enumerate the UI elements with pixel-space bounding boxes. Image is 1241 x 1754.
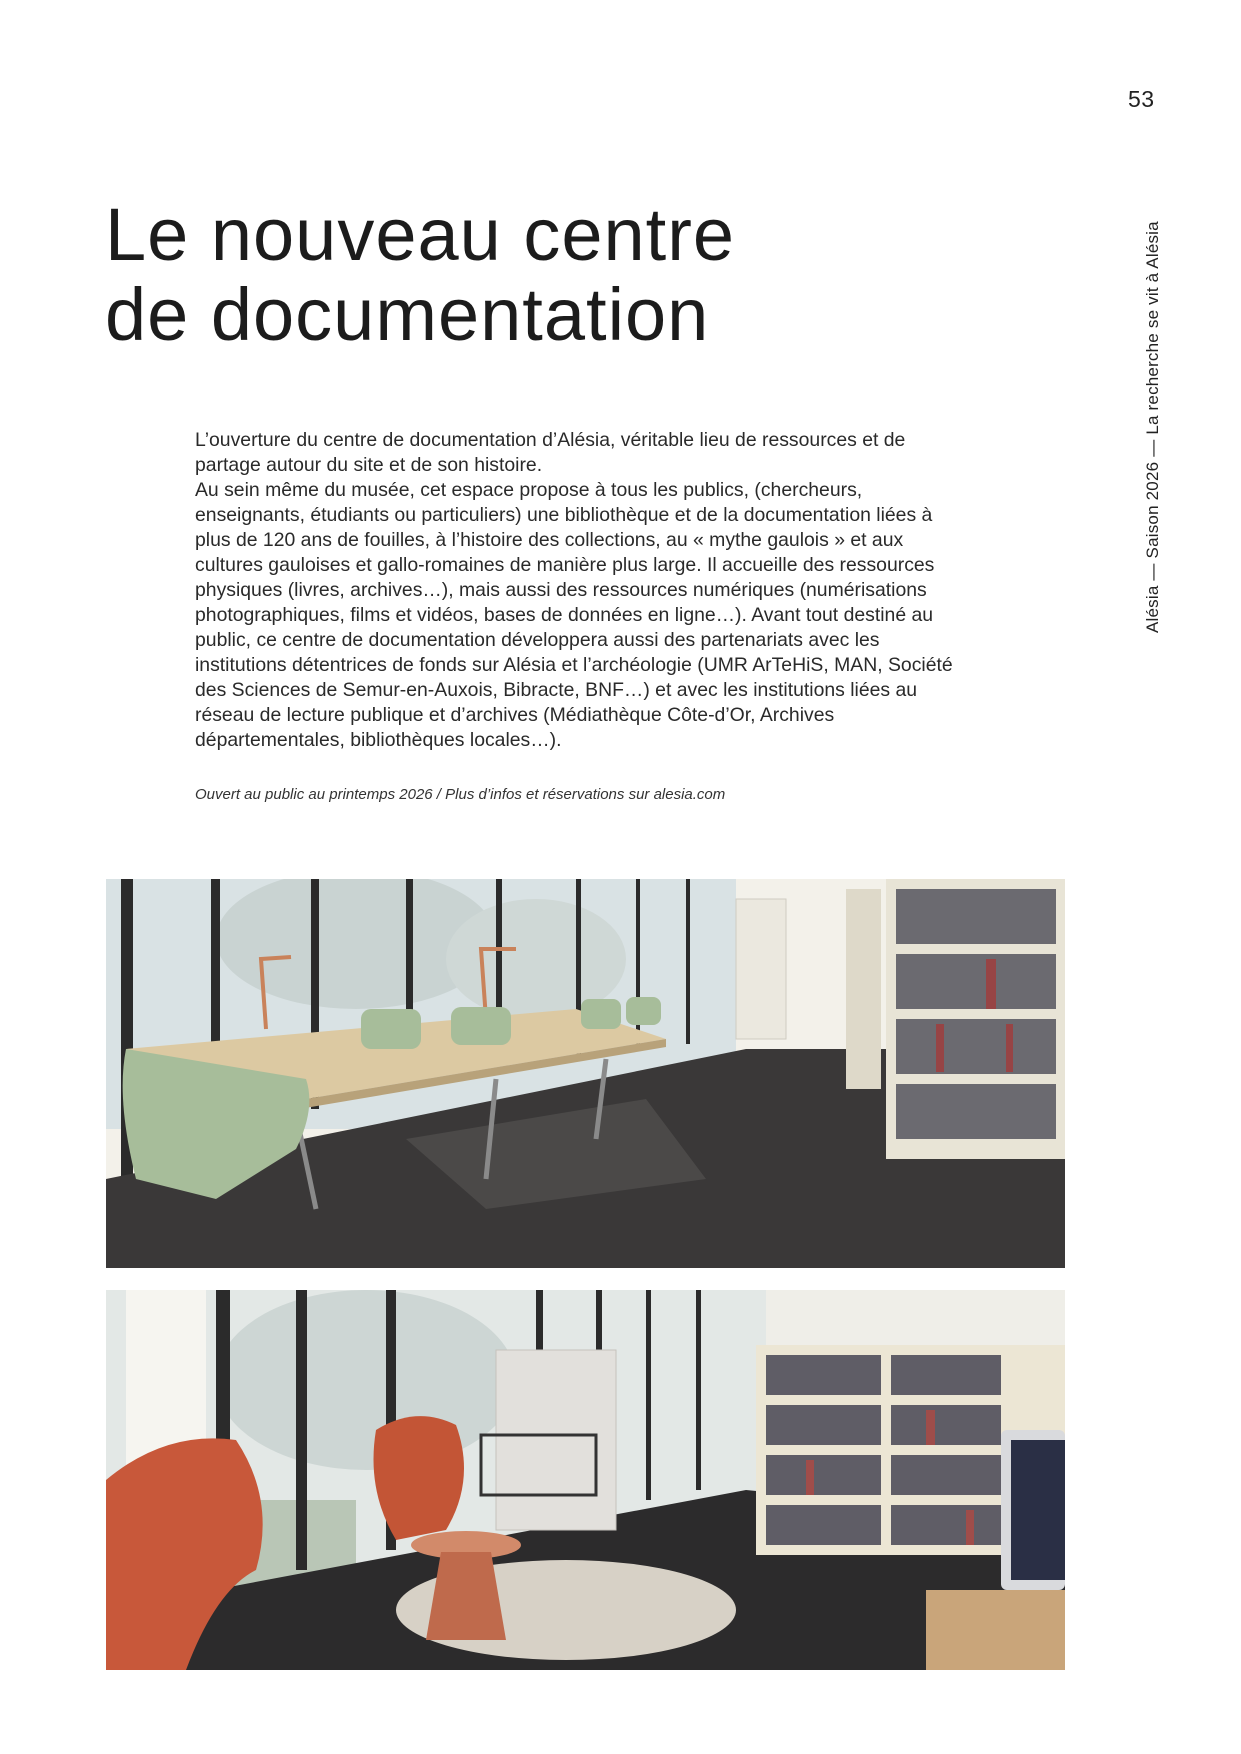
page-title (105, 195, 1005, 355)
opening-caption: Ouvert au public au printemps 2026 / Plus d’infos et réservations sur alesia.com (195, 786, 726, 803)
article-body (195, 428, 955, 753)
title-line-1: Le nouveau centre (105, 193, 736, 276)
intro-paragraph: L’ouverture du centre de documentation d’Alésia, véritable lieu de ressources et de partage autour du site et de son histoire. (195, 429, 906, 476)
description-paragraph: Au sein même du musée, cet espace propose à tous les publics, (chercheurs, enseignants, étudiants ou particuliers) une bibliothèque et de la documentation liées à plus de 120 ans de fouilles, à l’histoire des collections, au « mythe gaulois » et aux cultures gauloises et gallo-romaines de manière plus large. Il accueille des ressources physiques (livres, archives…), mais aussi des ressources numériques (numérisations photographiques, films et vidéos, bases de données en ligne…). Avant tout destiné au public, ce centre de documentation développera aussi des partenariats avec les institutions détentrices de fonds sur Alésia et l’archéologie (UMR ArTeHiS, MAN, Société des Sciences de Semur-en-Auxois, Bibracte, BNF…) et avec les institutions liées au réseau de lecture publique et d’archives (Médiathèque Côte-d’Or, Archives départementales, bibliothèques locales…). (195, 479, 953, 751)
page-number: 53 (1128, 86, 1155, 112)
running-title: Alésia — Saison 2026 — La recherche se vit à Alésia (1143, 221, 1162, 633)
title-line-2: de documentation (105, 273, 710, 356)
lounge-photo (106, 1290, 1065, 1670)
reading-room-photo (106, 879, 1065, 1268)
